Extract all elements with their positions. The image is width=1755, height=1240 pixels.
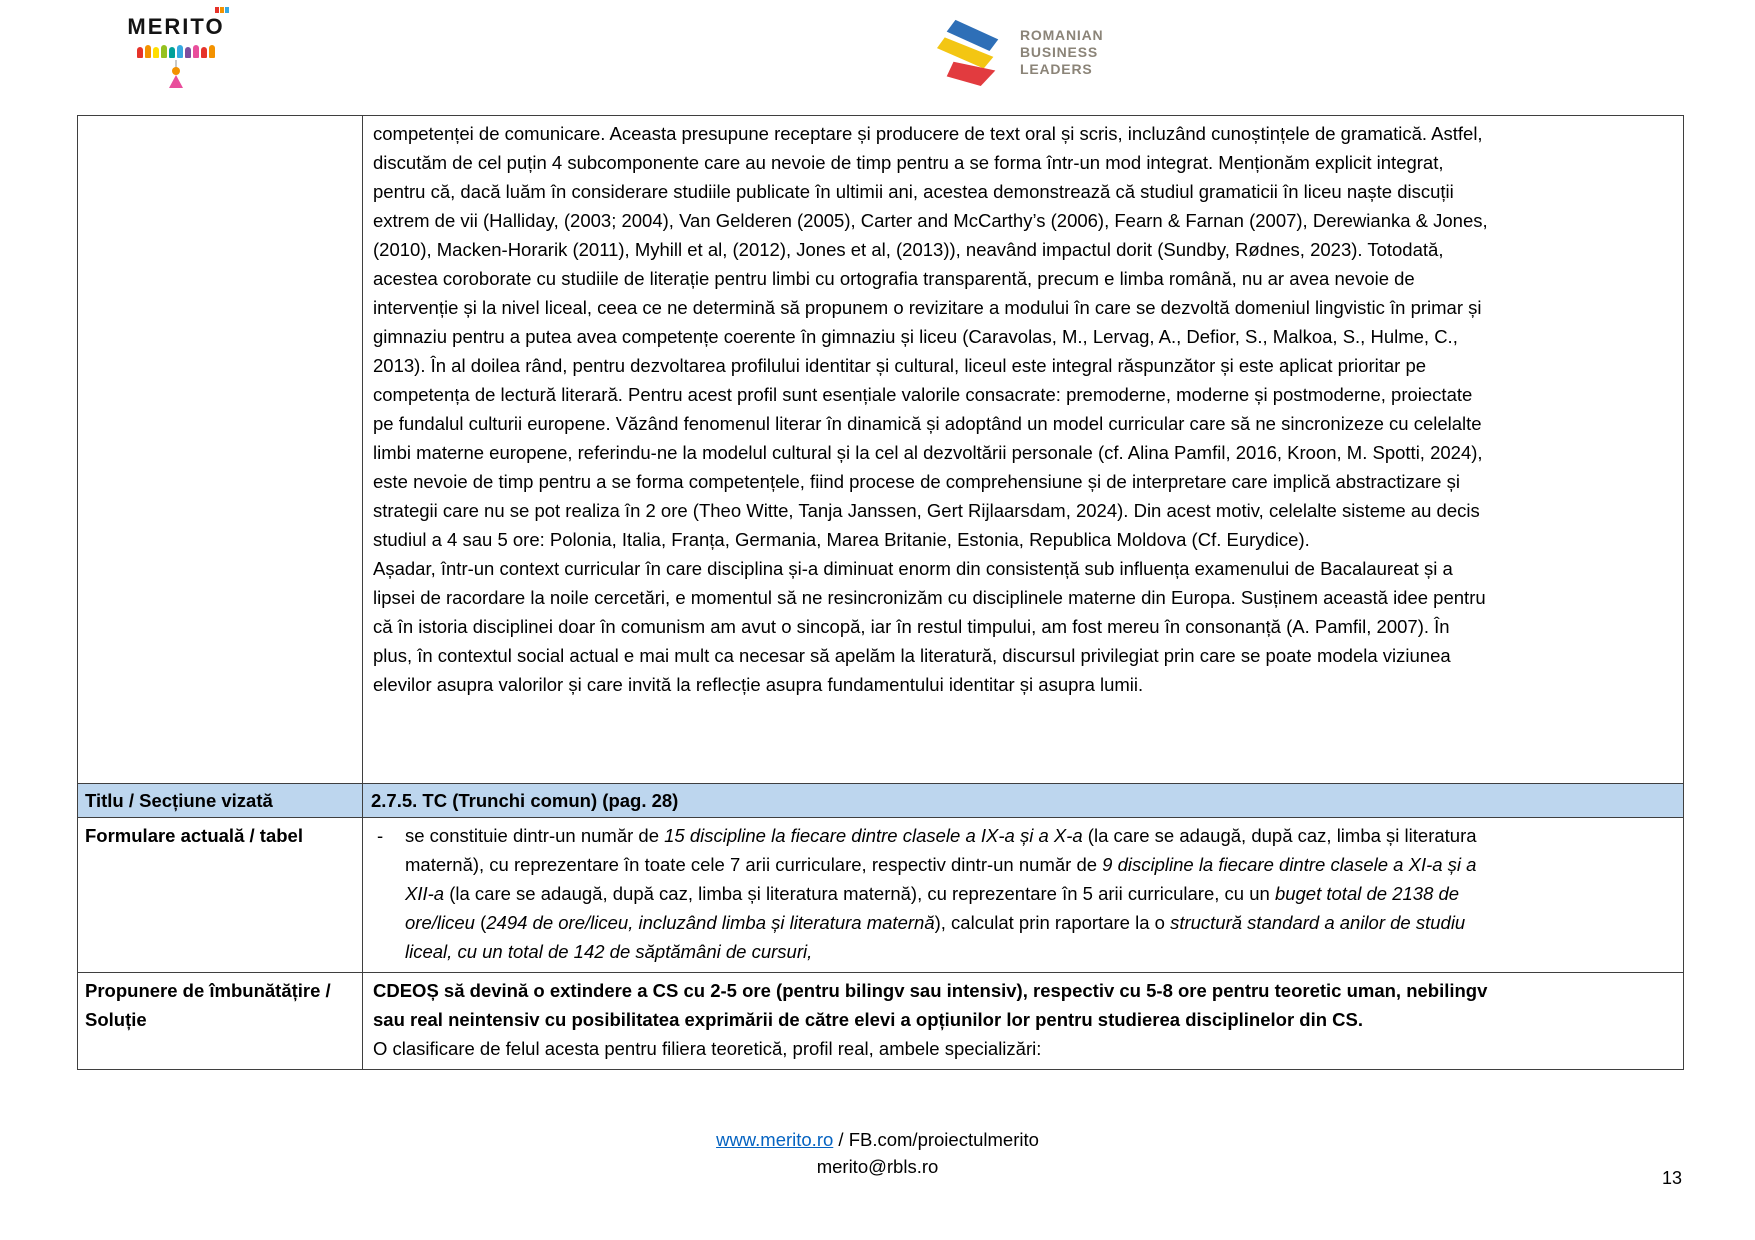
person-icon	[168, 60, 184, 90]
text-run: (la care se adaugă, după caz, limba și literatura maternă), cu reprezentare în 5 arii curriculare, cu un	[444, 883, 1275, 904]
rbl-line-2: BUSINESS	[1020, 43, 1098, 60]
text-run: se constituie dintr-un număr de	[405, 825, 665, 846]
footer-facebook-text: / FB.com/proiectulmerito	[833, 1129, 1039, 1150]
rbl-logo-text	[1020, 27, 1103, 78]
propunere-bold-paragraph: CDEOȘ să devină o extindere a CS cu 2-5 ore (pentru bilingv sau intensiv), respectiv cu 5-8 ore pentru teoretic uman, nebilingv sau real neintensiv cu posibilitatea exprimării de către elevi a opțiunilor lor pentru studierea disciplinelor din CS.	[373, 980, 1488, 1030]
rbl-logo	[936, 16, 1103, 88]
titlu-label: Titlu / Secțiune vizată	[78, 784, 363, 818]
merito-logo	[116, 14, 236, 90]
text-run-italic: 9 discipline la fiecare dintre clasele a XI-a și a XII-a	[405, 854, 1477, 904]
formulare-content-cell	[363, 818, 1684, 973]
text-run: (	[474, 912, 487, 933]
text-run-italic: 2494 de ore/liceu, incluzând limba și literatura maternă	[486, 912, 935, 933]
bullet-item	[373, 821, 1493, 966]
document-table	[77, 115, 1684, 1070]
bullet-marker: -	[377, 825, 384, 846]
propunere-label: Propunere de îmbunătățire / Soluție	[78, 973, 363, 1070]
table-row-formulare	[78, 818, 1684, 973]
crowd-icon	[116, 43, 236, 58]
merito-website-link[interactable]: www.merito.ro	[716, 1129, 834, 1150]
page-number: 13	[1662, 1168, 1683, 1188]
propunere-normal-paragraph: O clasificare de felul acesta pentru filiera teoretică, profil real, ambele specializări:	[373, 1038, 1042, 1059]
continuation-text-cell	[363, 116, 1684, 784]
table-row-propunere	[78, 973, 1684, 1070]
propunere-content-cell	[363, 973, 1684, 1070]
rbl-line-3: LEADERS	[1020, 60, 1093, 77]
rbl-line-1: ROMANIAN	[1020, 26, 1104, 43]
merito-logo-text: MERITO	[127, 14, 225, 39]
text-run-italic: buget total de 2138 de ore/liceu	[405, 883, 1460, 933]
text-run-italic: structură standard a anilor de studiu liceal, cu un total de 142 de săptămâni de cursuri,	[405, 912, 1466, 962]
footer-email: merito@rbls.ro	[816, 1156, 939, 1177]
footer	[0, 1126, 1755, 1180]
table-row-titlu	[78, 784, 1684, 818]
paragraph: Așadar, într-un context curricular în care disciplina și-a diminuat enorm din consistență sub influența examenului de Bacalaureat și a lipsei de racordare la noile cercetări, e momentul să ne resincronizăm cu disciplinele materne din Europa. Susținem această idee pentru că în istoria disciplinei doar în comunism am avut o sincopă, iar în restul timpului, am fost mereu în consonanță (A. Pamfil, 2007). În plus, în contextul social actual e mai mult ca necesar să apelăm la literatură, discursul privilegiat prin care se poate modela viziunea elevilor asupra valorilor și care invită la reflecție asupra fundamentului identitar și asupra lumii.	[373, 558, 1486, 695]
paragraph: competenței de comunicare. Aceasta presupune receptare și producere de text oral și scris, incluzând cunoștințele de gramatică. Astfel, discutăm de cel puțin 4 subcomponente care au nevoie de timp pentru a se forma într-un mod integrat. Menționăm explicit integrat, pentru că, dacă luăm în considerare studiile publicate în ultimii ani, acestea demonstrează că studiul gramaticii în liceu naște discuții extrem de vii (Halliday, (2003; 2004), Van Gelderen (2005), Carter and McCarthy’s (2006), Fearn & Farnan (2007), Derewianka & Jones, (2010), Macken-Horarik (2011), Myhill et al, (2012), Jones et al, (2013)), neavând impactul dorit (Sundby, Rødnes, 2023). Totodată, acestea coroborate cu studiile de literație pentru limbi cu ortografia transparentă, precum e limba română, nu ar avea nevoie de intervenție și la nivel liceal, ceea ce ne determină să propunem o revizitare a modului în care se dezvoltă domeniul lingvistic în primar și gimnaziu pentru a putea avea competențe coerente în gimnaziu și liceu (Caravolas, M., Lervag, A., Defior, S., Malkoa, S., Hulme, C., 2013). În al doilea rând, pentru dezvoltarea profilului identitar și cultural, liceul este integral răspunzător și este aplicat prioritar pe competența de lectură literară. Pentru acest profil sunt esențiale valorile consacrate: premoderne, moderne și postmoderne, proiectate pe fundalul culturii europene. Văzând fenomenul literar în dinamică și adoptând un model curricular care să ne sincronizeze cu celelalte limbi materne europene, referindu-ne la modelul cultural și la cel al dezvoltării personale (cf. Alina Pamfil, 2016, Kroon, M. Spotti, 2024), este nevoie de timp pentru a se forma competențele, fiind procese de comprehensiune și de interpretare care implică abstractizare și strategii care nu se pot realiza în 2 ore (Theo Witte, Tanja Janssen, Gert Rijlaarsdam, 2024). Din acest motiv, celelalte sisteme au decis studiul a 4 sau 5 ore: Polonia, Italia, Franța, Germania, Marea Britanie, Estonia, Republica Moldova (Cf. Eurydice).	[373, 123, 1488, 550]
text-run: ), calculat prin raportare la o	[934, 912, 1171, 933]
rbl-brush-icon	[936, 16, 1008, 88]
table-row-continuation	[78, 116, 1684, 784]
empty-label-cell	[78, 116, 363, 784]
merito-wordmark	[127, 14, 224, 40]
footer-line-1	[0, 1126, 1755, 1153]
text-run: (la care se adaugă, după caz, limba și literatura maternă), cu reprezentare în toate cele 7 arii curriculare, respectiv dintr-un număr de	[405, 825, 1477, 875]
titlu-value: 2.7.5. TC (Trunchi comun) (pag. 28)	[363, 784, 1684, 818]
formulare-label: Formulare actuală / tabel	[78, 818, 363, 973]
flag-icon	[215, 7, 229, 13]
text-run-italic: 15 discipline la fiecare dintre clasele a IX-a și a X-a	[664, 825, 1083, 846]
